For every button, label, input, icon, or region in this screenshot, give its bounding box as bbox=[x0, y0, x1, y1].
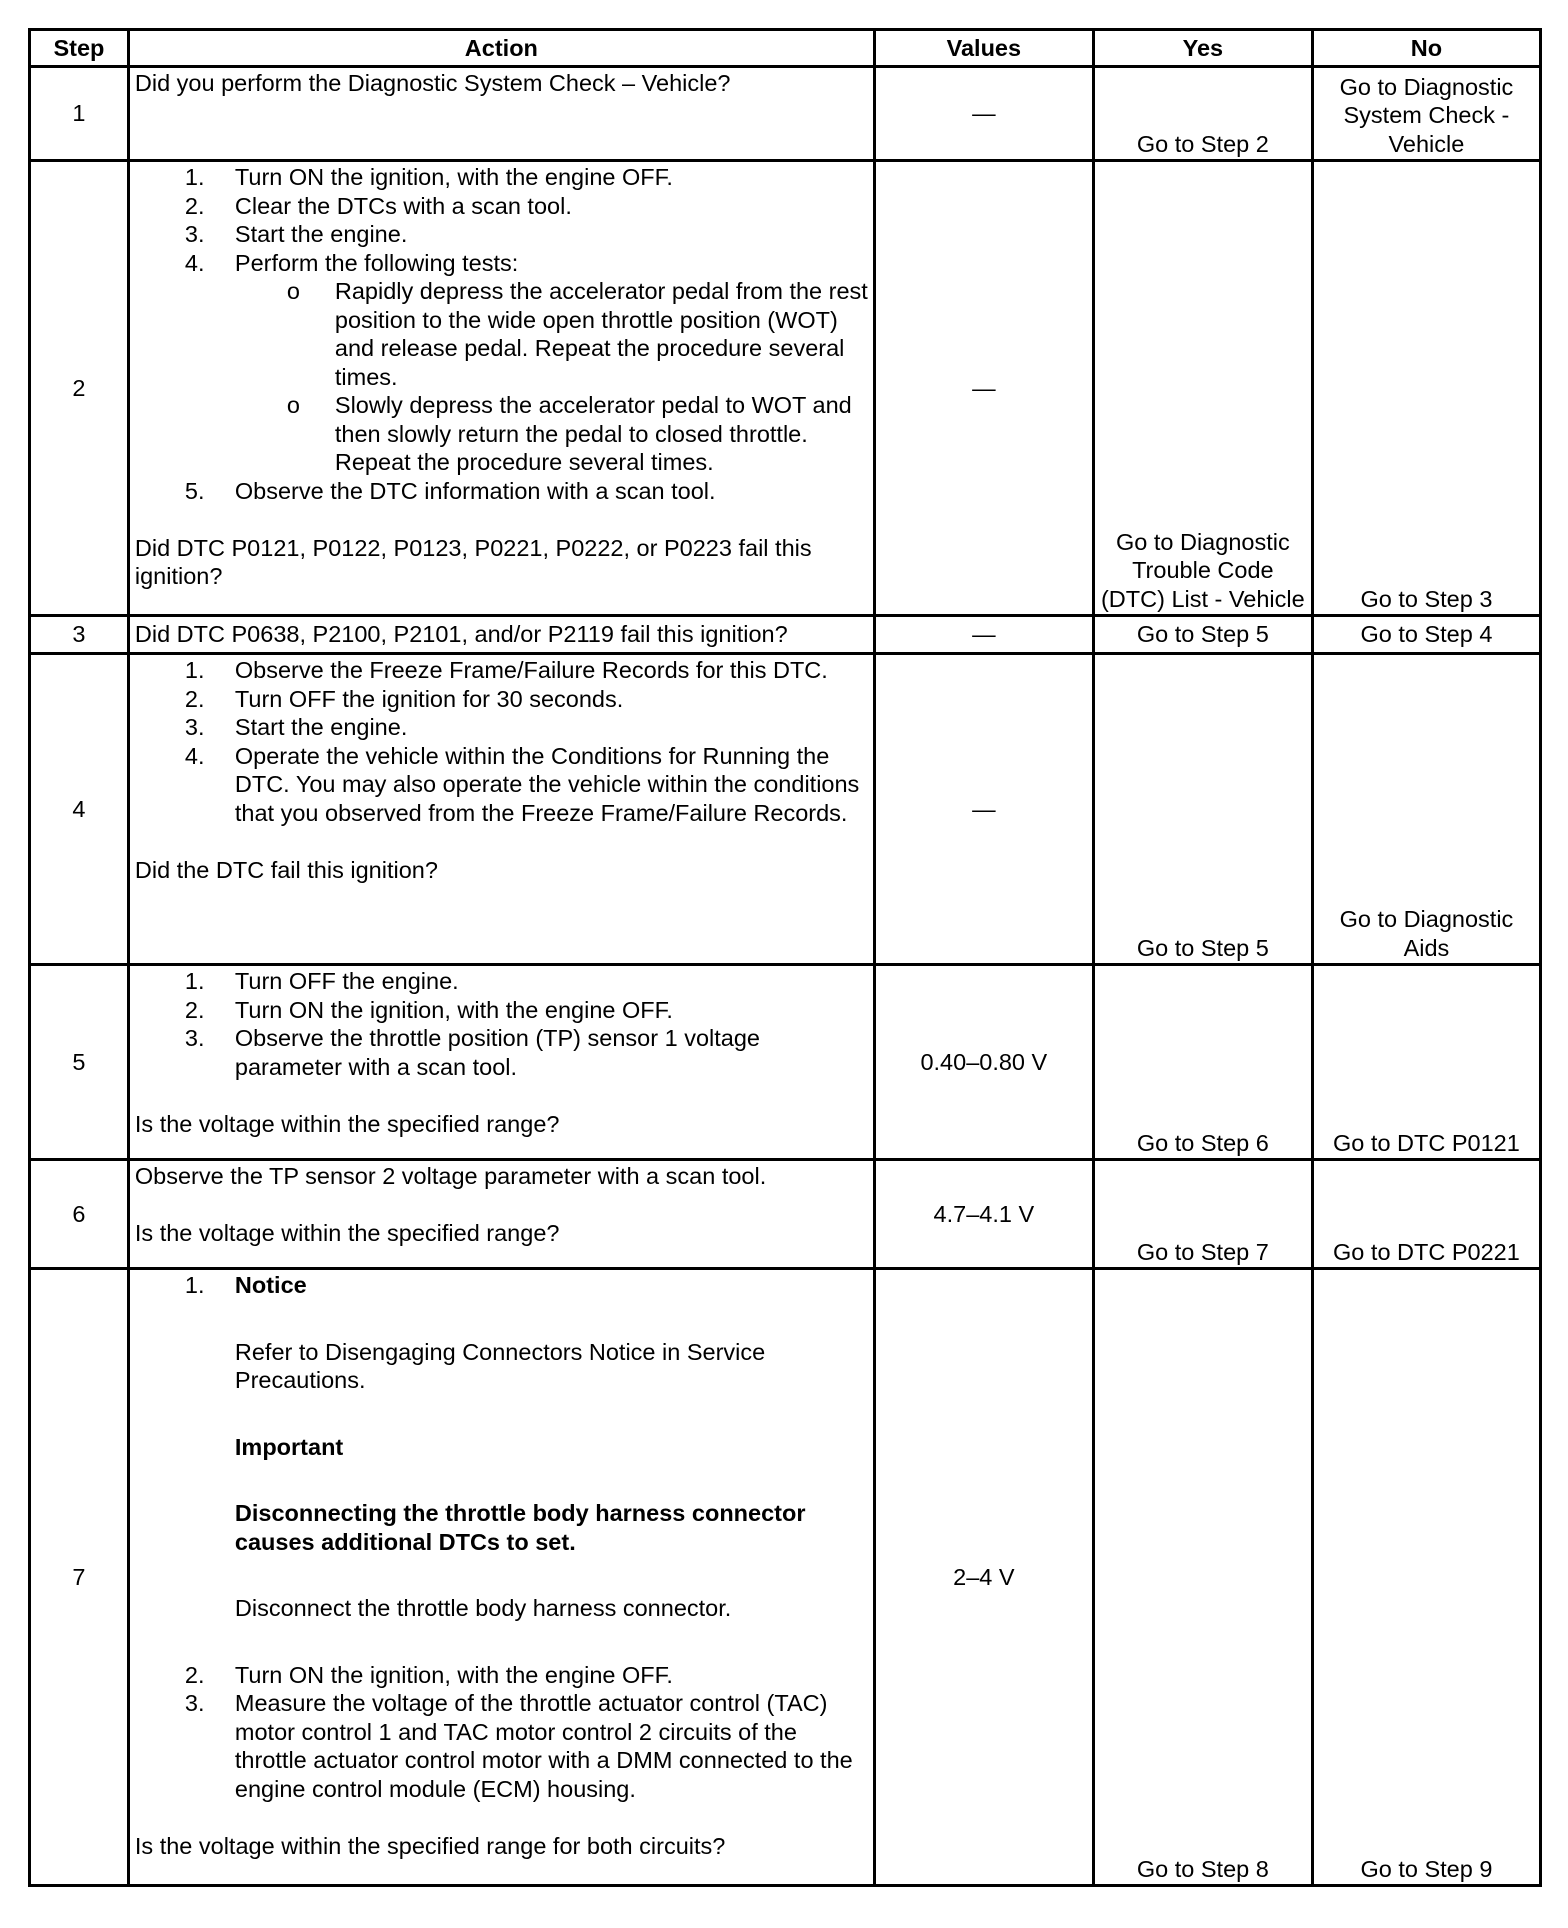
value-cell: — bbox=[876, 655, 1092, 963]
important-title: Important bbox=[234, 1433, 344, 1460]
table-row bbox=[31, 1270, 1539, 1884]
value-cell: 4.7–4.1 V bbox=[876, 1161, 1092, 1267]
yes-cell: Go to Step 2 bbox=[1095, 68, 1311, 159]
step-number: 4 bbox=[31, 655, 127, 963]
disconnect-text: Disconnect the throttle body harness connector. bbox=[234, 1595, 732, 1621]
list-item: 2. Turn ON the ignition, with the engine OFF. bbox=[184, 996, 673, 1023]
value-cell: 2–4 V bbox=[876, 1270, 1092, 1884]
diagnostic-table-wrapper bbox=[28, 28, 1542, 1887]
sub-list-item: o Slowly depress the accelerator pedal to WOT and then slowly return the pedal to closed throttle. Repeat the procedure several times. bbox=[286, 392, 852, 475]
action-question: Did DTC P0638, P2100, P2101, and/or P2119 fail this ignition? bbox=[134, 621, 788, 648]
sub-list bbox=[235, 277, 868, 477]
no-cell: Go to Step 4 bbox=[1314, 617, 1539, 652]
action-steps bbox=[135, 656, 868, 827]
header-row bbox=[31, 31, 1539, 65]
no-cell: Go to Diagnostic Aids bbox=[1314, 655, 1539, 963]
action-question: Is the voltage within the specified range for both circuits? bbox=[134, 1832, 726, 1859]
action-cell bbox=[130, 966, 873, 1158]
list-item: 1. Observe the Freeze Frame/Failure Records for this DTC. bbox=[184, 657, 828, 683]
yes-cell: Go to Step 5 bbox=[1095, 655, 1311, 963]
action-cell bbox=[130, 617, 873, 652]
step-number: 5 bbox=[31, 966, 127, 1158]
list-item: 1. Notice Refer to Disengaging Connectors Notice in Service Precautions. Important Disconnecting the throttle body harness connector causes additional DTCs to set. Disconnect the throttle body harness connector. bbox=[135, 1271, 868, 1661]
action-cell bbox=[130, 655, 873, 963]
list-item: 2. Clear the DTCs with a scan tool. bbox=[184, 192, 572, 219]
list-item: 4. Perform the following tests: o Rapidly depress the accelerator pedal from the rest position to the wide open throttle position (WOT) and release pedal. Repeat the procedure several times. o Slowly depress the accelerator pedal to WOT and then slowly return the pedal to closed throttle. Repeat the procedure several times. bbox=[135, 249, 868, 477]
yes-cell: Go to Diagnostic Trouble Code (DTC) List - Vehicle bbox=[1095, 162, 1311, 614]
header-yes: Yes bbox=[1095, 31, 1311, 65]
diagnostic-table bbox=[28, 28, 1542, 1887]
notice-text: Refer to Disengaging Connectors Notice in Service Precautions. bbox=[234, 1338, 766, 1393]
step-number: 3 bbox=[31, 617, 127, 652]
action-cell bbox=[130, 68, 873, 159]
step-number: 6 bbox=[31, 1161, 127, 1267]
table-row bbox=[31, 1161, 1539, 1267]
notice-title: Notice bbox=[234, 1272, 307, 1298]
table-row bbox=[31, 617, 1539, 652]
list-item: 3. Start the engine. bbox=[184, 221, 408, 247]
value-cell: — bbox=[876, 68, 1092, 159]
yes-cell: Go to Step 7 bbox=[1095, 1161, 1311, 1267]
header-step: Step bbox=[31, 31, 127, 65]
yes-cell: Go to Step 6 bbox=[1095, 966, 1311, 1158]
step-number: 2 bbox=[31, 162, 127, 614]
table-row bbox=[31, 655, 1539, 963]
step-number: 1 bbox=[31, 68, 127, 159]
no-cell: Go to Step 9 bbox=[1314, 1270, 1539, 1884]
table-row bbox=[31, 162, 1539, 614]
list-item: 4. Operate the vehicle within the Conditions for Running the DTC. You may also operate the vehicle within the conditions that you observed from the Freeze Frame/Failure Records. bbox=[184, 742, 860, 826]
action-text: Observe the TP sensor 2 voltage parameter with a scan tool. bbox=[134, 1163, 767, 1189]
yes-cell: Go to Step 5 bbox=[1095, 617, 1311, 652]
table-row bbox=[31, 966, 1539, 1158]
list-item: 5. Observe the DTC information with a scan tool. bbox=[184, 477, 716, 504]
list-item: 2. Turn ON the ignition, with the engine OFF. bbox=[184, 1661, 673, 1688]
list-item: 1. Turn OFF the engine. bbox=[184, 968, 459, 994]
table-row bbox=[31, 68, 1539, 159]
header-values: Values bbox=[876, 31, 1092, 65]
action-cell bbox=[130, 1161, 873, 1267]
action-question: Did DTC P0121, P0122, P0123, P0221, P0222, or P0223 fail this ignition? bbox=[134, 534, 812, 589]
action-cell bbox=[130, 1270, 873, 1884]
action-steps bbox=[135, 163, 868, 505]
no-cell: Go to DTC P0121 bbox=[1314, 966, 1539, 1158]
action-steps bbox=[135, 1271, 868, 1803]
list-item: 3. Measure the voltage of the throttle actuator control (TAC) motor control 1 and TAC motor control 2 circuits of the throttle actuator control motor with a DMM connected to the engine control module (ECM) housing. bbox=[184, 1690, 853, 1802]
action-question: Did the DTC fail this ignition? bbox=[134, 856, 438, 883]
action-question: Is the voltage within the specified range? bbox=[134, 1220, 560, 1246]
list-item: 3. Observe the throttle position (TP) sensor 1 voltage parameter with a scan tool. bbox=[184, 1025, 760, 1080]
step-number: 7 bbox=[31, 1270, 127, 1884]
no-cell: Go to DTC P0221 bbox=[1314, 1161, 1539, 1267]
header-no: No bbox=[1314, 31, 1539, 65]
important-text: Disconnecting the throttle body harness connector causes additional DTCs to set. bbox=[234, 1500, 806, 1555]
action-cell bbox=[130, 162, 873, 614]
sub-list-item: o Rapidly depress the accelerator pedal from the rest position to the wide open throttle position (WOT) and release pedal. Repeat the procedure several times. bbox=[286, 278, 868, 390]
no-cell: Go to Diagnostic System Check - Vehicle bbox=[1314, 68, 1539, 159]
action-question: Did you perform the Diagnostic System Check – Vehicle? bbox=[134, 70, 731, 96]
list-item: 1. Turn ON the ignition, with the engine OFF. bbox=[184, 164, 673, 190]
value-cell: — bbox=[876, 162, 1092, 614]
value-cell: 0.40–0.80 V bbox=[876, 966, 1092, 1158]
action-question: Is the voltage within the specified range? bbox=[134, 1110, 560, 1137]
list-item: 2. Turn OFF the ignition for 30 seconds. bbox=[184, 685, 624, 712]
header-action: Action bbox=[130, 31, 873, 65]
yes-cell: Go to Step 8 bbox=[1095, 1270, 1311, 1884]
value-cell: — bbox=[876, 617, 1092, 652]
no-cell: Go to Step 3 bbox=[1314, 162, 1539, 614]
action-steps bbox=[135, 967, 868, 1081]
list-item: 3. Start the engine. bbox=[184, 714, 408, 740]
